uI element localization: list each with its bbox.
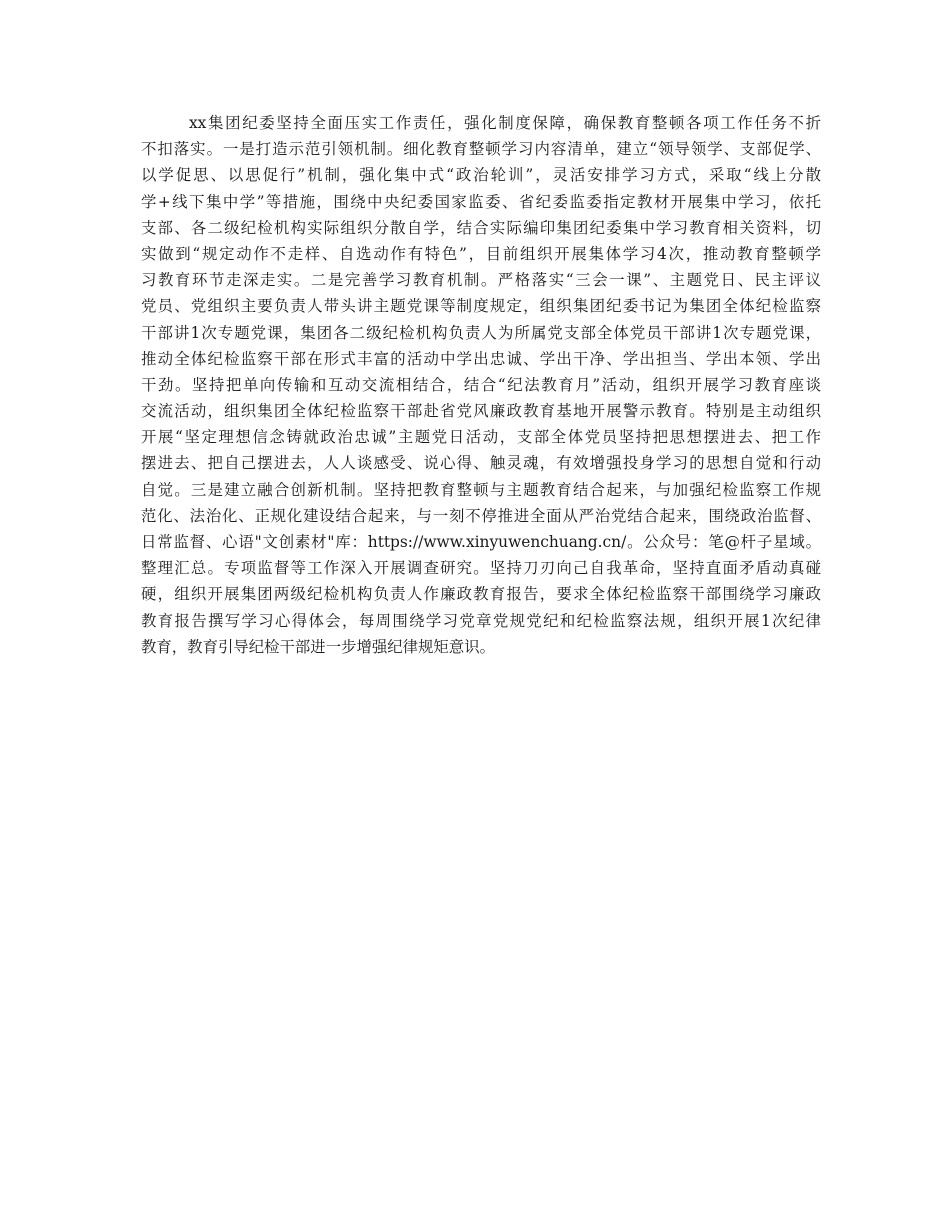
paragraph-line: 交流活动，组织集团全体纪检监察干部赴省党风廉政教育基地开展警示教育。特别是主动组织 — [141, 402, 821, 421]
paragraph-line: 干劲。坚持把单向传输和互动交流相结合，结合“纪法教育月”活动，组织开展学习教育座谈 — [141, 375, 821, 394]
paragraph-line: 硬，组织开展集团两级纪检机构负责人作廉政教育报告，要求全体纪检监察干部围绕学习廉政 — [141, 585, 821, 604]
paragraph-line: 支部、各二级纪检机构实际组织分散自学，结合实际编印集团纪委集中学习教育相关资料，切 — [141, 218, 821, 237]
paragraph-line: 推动全体纪检监察干部在形式丰富的活动中学出忠诚、学出干净、学出担当、学出本领、学出 — [141, 349, 821, 368]
paragraph-line: 教育，教育引导纪检干部进一步增强纪律规矩意识。 — [141, 637, 495, 656]
paragraph-line: xx集团纪委坚持全面压实工作责任，强化制度保障，确保教育整顿各项工作任务不折 — [189, 114, 821, 132]
paragraph-line: 摆进去、把自己摆进去，人人谈感受、说心得、触灵魂，有效增强投身学习的思想自觉和行动 — [141, 454, 821, 473]
paragraph-line: 干部讲1次专题党课，集团各二级纪检机构负责人为所属党支部全体党员干部讲1次专题党课， — [141, 323, 821, 342]
paragraph-line: 范化、法治化、正规化建设结合起来，与一刻不停推进全面从严治党结合起来，围绕政治监督、 — [141, 506, 821, 525]
paragraph-line: 学+线下集中学”等措施，围绕中央纪委国家监委、省纪委监委指定教材开展集中学习，依托 — [141, 192, 821, 211]
paragraph-line: 不扣落实。一是打造示范引领机制。细化教育整顿学习内容清单，建立“领导领学、支部促学、 — [141, 140, 821, 159]
paragraph-line: 以学促思、以思促行”机制，强化集中式“政治轮训”，灵活安排学习方式，采取“线上分散 — [141, 166, 821, 185]
paragraph-line: 日常监督、心语"文创素材"库：https://www.xinyuwenchuang.cn/。公众号：笔@杆子星域。 — [141, 533, 821, 551]
paragraph-line: 教育报告撰写学习心得体会，每周围绕学习党章党规党纪和纪检监察法规，组织开展1次纪律 — [141, 611, 821, 630]
paragraph-line: 开展“坚定理想信念铸就政治忠诚”主题党日活动，支部全体党员坚持把思想摆进去、把工作 — [141, 428, 821, 447]
paragraph-line: 党员、党组织主要负责人带头讲主题党课等制度规定，组织集团纪委书记为集团全体纪检监察 — [141, 297, 821, 316]
paragraph-line: 整理汇总。专项监督等工作深入开展调查研究。坚持刀刃向己自我革命，坚持直面矛盾动真碰 — [141, 559, 821, 578]
paragraph-line: 实做到“规定动作不走样、自选动作有特色”，目前组织开展集体学习4次，推动教育整顿学 — [141, 244, 821, 263]
body-paragraph — [141, 110, 821, 660]
paragraph-line: 自觉。三是建立融合创新机制。坚持把教育整顿与主题教育结合起来，与加强纪检监察工作规 — [141, 480, 821, 499]
paragraph-line: 习教育环节走深走实。二是完善学习教育机制。严格落实“三会一课”、主题党日、民主评议 — [141, 271, 821, 290]
